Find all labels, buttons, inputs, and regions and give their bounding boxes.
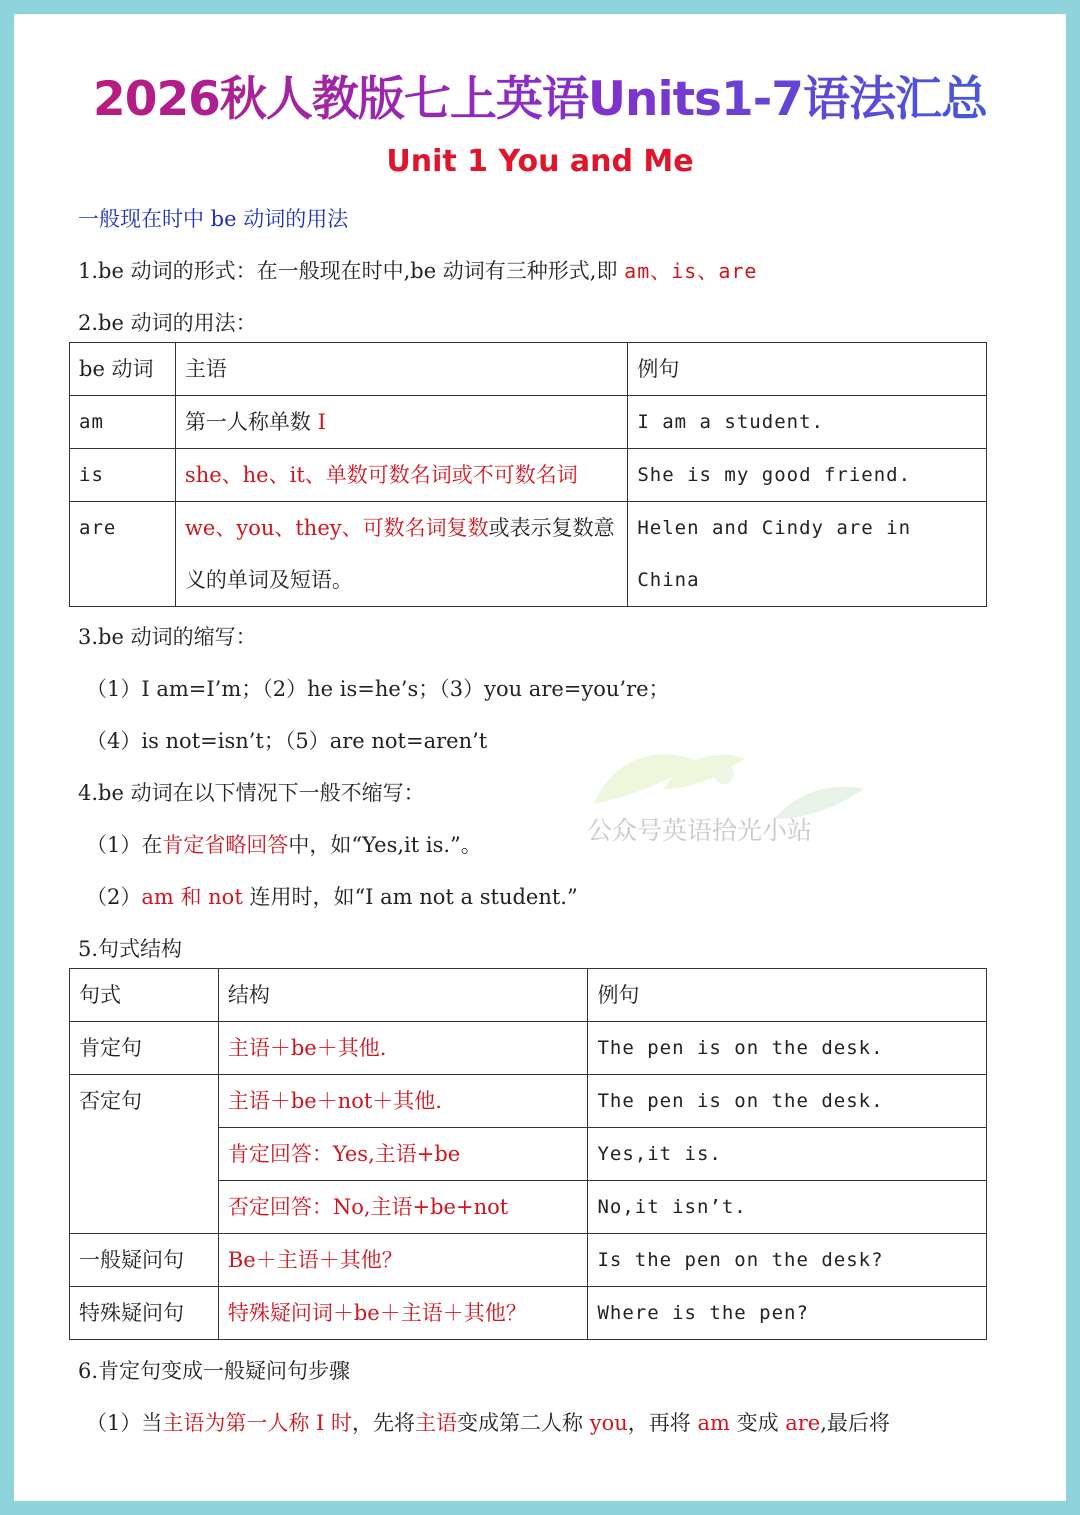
example-cell: Yes,it is. [588, 1128, 987, 1181]
point-1-text: 1.be 动词的形式：在一般现在时中,be 动词有三种形式,即 [78, 259, 625, 283]
example-cell: She is my good friend. [628, 449, 987, 502]
be-usage-table [69, 342, 987, 607]
page-title: 2026秋人教版七上英语Units1-7语法汇总 [14, 62, 1066, 129]
subject-cell: 第一人称单数 I [175, 396, 627, 449]
point-5: 5.句式结构 [78, 937, 183, 961]
no-contraction-line-2: （2）am 和 not 连用时，如“I am not a student.” [86, 885, 578, 909]
table-header: 主语 [175, 343, 627, 396]
example-cell: No,it isn’t. [588, 1181, 987, 1234]
structure-cell: 主语＋be＋not＋其他. [218, 1075, 588, 1128]
table-header: be 动词 [70, 343, 176, 396]
type-cell: 特殊疑问句 [70, 1287, 219, 1340]
table-row [70, 1287, 987, 1340]
table-header: 例句 [588, 969, 987, 1022]
table-row [70, 449, 987, 502]
structure-cell: 肯定回答：Yes,主语+be [218, 1128, 588, 1181]
type-cell: 一般疑问句 [70, 1234, 219, 1287]
table-header: 结构 [218, 969, 588, 1022]
verb-cell: are [70, 502, 176, 607]
section-heading: 一般现在时中 be 动词的用法 [78, 207, 349, 231]
unit-title: Unit 1 You and Me [386, 144, 694, 179]
example-cell: Is the pen on the desk? [588, 1234, 987, 1287]
subject-cell: she、he、it、单数可数名词或不可数名词 [175, 449, 627, 502]
no-contraction-line-1: （1）在肯定省略回答中，如“Yes,it is.”。 [86, 833, 482, 857]
be-forms: am、is、are [624, 259, 758, 283]
example-cell: Where is the pen? [588, 1287, 987, 1340]
table-row [70, 1234, 987, 1287]
watermark-text: 公众号英语拾光小站 [587, 816, 813, 845]
point-6: 6.肯定句变成一般疑问句步骤 [78, 1359, 351, 1383]
structure-cell: Be＋主语＋其他？ [218, 1234, 588, 1287]
table-row [70, 1075, 987, 1128]
verb-cell: is [70, 449, 176, 502]
table-header-row [70, 969, 987, 1022]
table-row [70, 1022, 987, 1075]
type-cell: 肯定句 [70, 1022, 219, 1075]
table-header: 句式 [70, 969, 219, 1022]
table-row [70, 502, 987, 607]
structure-cell: 否定回答：No,主语+be+not [218, 1181, 588, 1234]
table-row [70, 396, 987, 449]
point-2: 2.be 动词的用法： [78, 311, 257, 335]
conversion-step-line: （1）当主语为第一人称 I 时，先将主语变成第二人称 you，再将 am 变成 are,最后将 [86, 1411, 890, 1435]
sentence-structure-table [69, 968, 987, 1340]
point-1 [78, 256, 757, 286]
example-cell: The pen is on the desk. [588, 1022, 987, 1075]
example-cell: I am a student. [628, 396, 987, 449]
example-cell: The pen is on the desk. [588, 1075, 987, 1128]
verb-cell: am [70, 396, 176, 449]
example-cell: Helen and Cindy are in China [628, 502, 987, 607]
document-page [14, 14, 1066, 1501]
subject-cell: we、you、they、可数名词复数或表示复数意义的单词及短语。 [175, 502, 627, 607]
type-cell: 否定句 [70, 1075, 219, 1234]
structure-cell: 主语＋be＋其他. [218, 1022, 588, 1075]
contraction-line-1: （1）I am=I’m；（2）he is=he’s；（3）you are=you’re； [86, 677, 670, 701]
point-4: 4.be 动词在以下情况下一般不缩写： [78, 781, 425, 805]
structure-cell: 特殊疑问词＋be＋主语＋其他？ [218, 1287, 588, 1340]
contraction-line-2: （4）is not=isn’t；（5）are not=aren’t [86, 729, 488, 753]
table-header-row [70, 343, 987, 396]
point-3: 3.be 动词的缩写： [78, 625, 257, 649]
table-header: 例句 [628, 343, 987, 396]
